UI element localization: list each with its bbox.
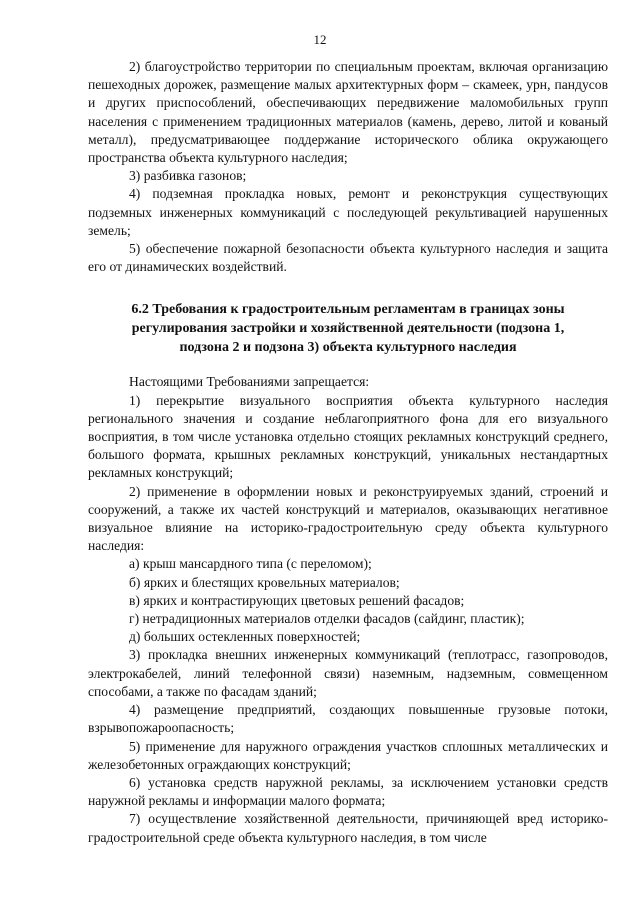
paragraph-item-3: 3) прокладка внешних инженерных коммуникаций (теплотрасс, газопроводов, электрокабелей, линий телефонной связи) наземным, надземным, совмещенном способами, а также по фасадам зданий; bbox=[88, 647, 608, 699]
paragraph-item-2b: б) ярких и блестящих кровельных материалов; bbox=[129, 574, 400, 590]
section-heading-line-3: подзона 2 и подзона 3) объекта культурного наследия bbox=[179, 340, 517, 356]
section-heading-line-2: регулирования застройки и хозяйственной деятельности (подзона 1, bbox=[131, 321, 565, 337]
paragraph-item-6: 6) установка средств наружной рекламы, за исключением установки средств наружной рекламы и информации малого формата; bbox=[88, 774, 608, 809]
paragraph-item-7: 7) осуществление хозяйственной деятельности, причиняющей вред историко-градостроительной среде объекта культурного наследия, в том числе bbox=[88, 811, 608, 845]
paragraph-item-5: 5) применение для наружного ограждения участков сплошных металлических и железобетонных ограждающих конструкций; bbox=[88, 738, 608, 772]
paragraph-item-1: 1) перекрытие визуального восприятия объекта культурного наследия регионального значения и создание неблагоприятного фона для его визуального восприятия, в том числе установка отдельно стоящих рекламных конструкций среднего, большого формата, крышных рекламных конструкций, уникальных нестандартных рекламных конструкций; bbox=[88, 392, 608, 481]
page-number: 12 bbox=[313, 32, 327, 47]
paragraph-item-2: 2) применение в оформлении новых и реконструируемых зданий, строений и сооружений, а также их частей конструкций и материалов, оказывающих негативное визуальное влияние на историко-градостроительную среду объекта культурного наследия: bbox=[88, 483, 608, 554]
paragraph-item-2d: г) нетрадиционных материалов отделки фасадов (сайдинг, пластик); bbox=[129, 611, 525, 627]
paragraph-intro: Настоящими Требованиями запрещается: bbox=[129, 374, 370, 390]
section-heading-line-1: 6.2 Требования к градостроительным регламентам в границах зоны bbox=[131, 302, 565, 318]
paragraph-item-2c: в) ярких и контрастирующих цветовых решений фасадов; bbox=[129, 592, 465, 608]
document-body bbox=[88, 58, 608, 847]
paragraph-item-2e: д) больших остекленных поверхностей; bbox=[129, 629, 361, 645]
paragraph-item-4: 4) размещение предприятий, создающих повышенные грузовые потоки, взрывопожароопасность; bbox=[88, 702, 608, 736]
paragraph-utilities: 4) подземная прокладка новых, ремонт и реконструкция существующих подземных инженерных коммуникаций с последующей рекультивацией нарушенных земель; bbox=[88, 186, 608, 238]
paragraph-landscaping: 2) благоустройство территории по специальным проектам, включая организацию пешеходных дорожек, размещение малых архитектурных форм – скамеек, урн, пандусов и других приспособлений, обеспечивающих передвижение маломобильных групп населения с применением традиционных материалов (камень, дерево, литой и кованый металл), предусматривающее поддержание исторического облика окружающего пространства объекта культурного наследия; bbox=[88, 59, 608, 166]
paragraph-fire-safety: 5) обеспечение пожарной безопасности объекта культурного наследия и защита его от динамических воздействий. bbox=[88, 241, 608, 275]
section-heading bbox=[88, 300, 608, 357]
paragraph-lawns: 3) разбивка газонов; bbox=[129, 168, 247, 184]
paragraph-item-2a: а) крыш мансардного типа (с переломом); bbox=[129, 556, 372, 572]
